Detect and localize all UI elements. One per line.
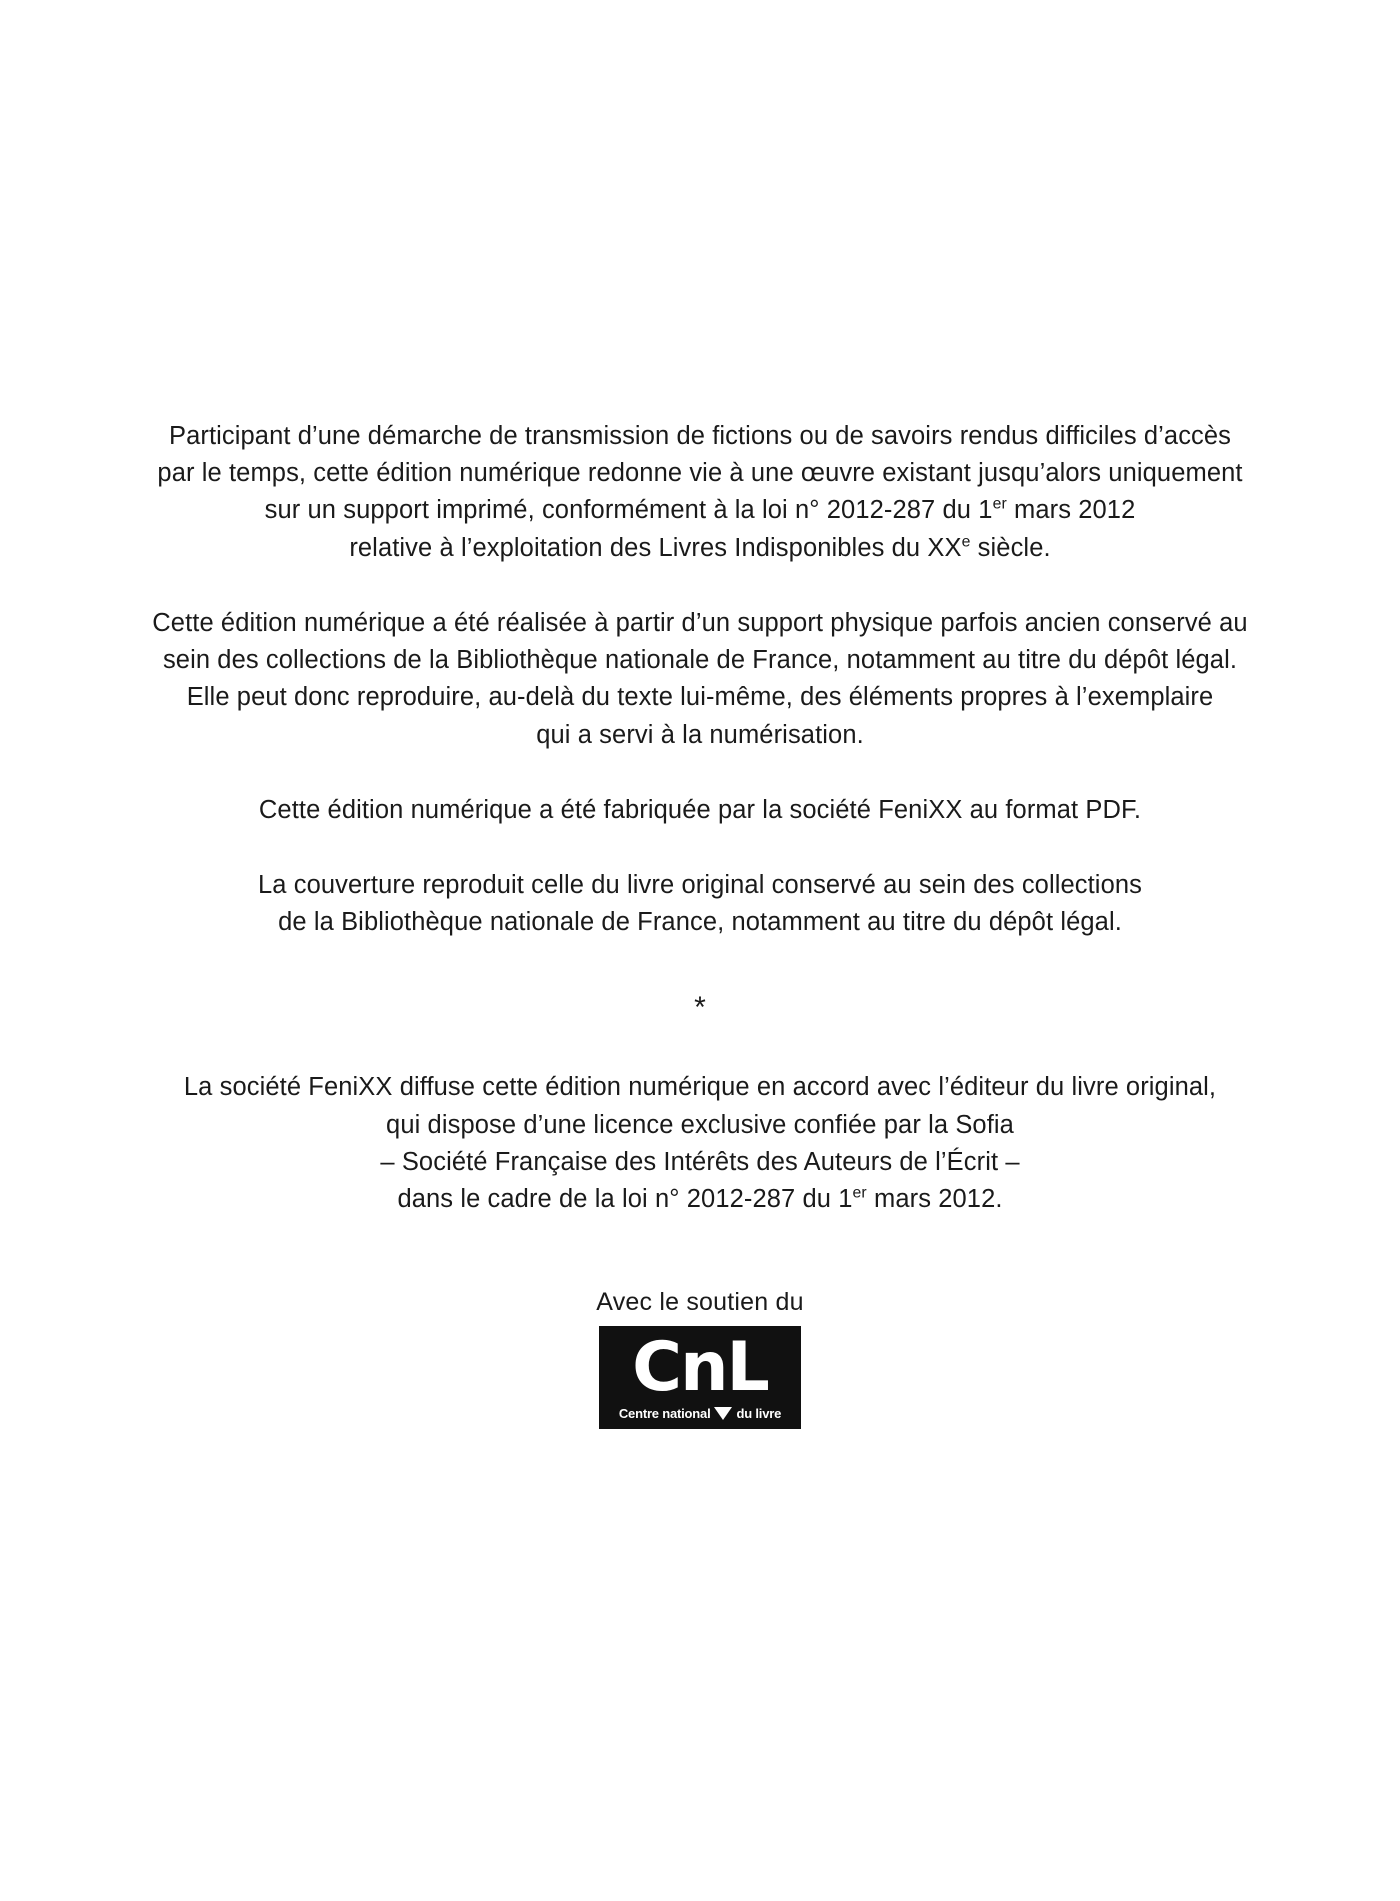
superscript-er: er — [852, 1184, 867, 1202]
paragraph-line: La couverture reproduit celle du livre original conservé au sein des collections — [258, 870, 1142, 899]
section-separator: * — [694, 991, 706, 1025]
superscript-e: e — [961, 533, 971, 551]
support-label: Avec le soutien du — [596, 1288, 804, 1317]
paragraph-line: sein des collections de la Bibliothèque nationale de France, notamment au titre du dépôt légal. — [162, 646, 1238, 675]
cnl-tagline — [609, 1406, 791, 1421]
paragraph-line: qui a servi à la numérisation. — [536, 720, 864, 749]
paragraph-line: Cette édition numérique a été fabriquée par la société FeniXX au format PDF. — [258, 795, 1142, 824]
paragraph-source — [120, 605, 1280, 754]
paragraph-line: Cette édition numérique a été réalisée à partir d’un support physique parfois ancien conservé au — [152, 608, 1248, 637]
paragraph-cover — [120, 867, 1280, 941]
paragraph-line: Participant d’une démarche de transmission de fictions ou de savoirs rendus difficiles d’accès — [168, 422, 1232, 450]
paragraph-line: qui dispose d’une licence exclusive confiée par la Sofia — [386, 1110, 1014, 1139]
superscript-er: er — [992, 495, 1007, 513]
triangle-icon — [714, 1407, 732, 1420]
paragraph-line: relative à l’exploitation des Livres Indisponibles du XXe siècle. — [349, 533, 1051, 562]
paragraph-transmission — [120, 418, 1280, 567]
cnl-acronym: CnL — [632, 1328, 768, 1408]
paragraph-line: dans le cadre de la loi n° 2012-287 du 1er mars 2012. — [397, 1184, 1003, 1214]
cnl-tagline-left: Centre national — [618, 1405, 711, 1421]
cnl-logo — [599, 1326, 801, 1428]
paragraph-line: Elle peut donc reproduire, au-delà du texte lui-même, des éléments propres à l’exemplaire — [186, 683, 1214, 712]
paragraph-line: par le temps, cette édition numérique redonne vie à une œuvre existant jusqu’alors uniquement — [157, 459, 1243, 488]
cnl-tagline-right: du livre — [736, 1405, 782, 1421]
support-section — [0, 1288, 1400, 1428]
paragraph-format — [120, 792, 1280, 829]
paragraph-line: sur un support imprimé, conformément à la loi n° 2012-287 du 1er mars 2012 — [264, 495, 1136, 525]
paragraph-line: de la Bibliothèque nationale de France, notamment au titre du dépôt légal. — [278, 908, 1122, 937]
paragraph-line: – Société Française des Intérêts des Auteurs de l’Écrit – — [380, 1147, 1020, 1176]
paragraph-legal — [120, 1069, 1280, 1218]
paragraph-line: La société FeniXX diffuse cette édition numérique en accord avec l’éditeur du livre original, — [183, 1073, 1217, 1102]
